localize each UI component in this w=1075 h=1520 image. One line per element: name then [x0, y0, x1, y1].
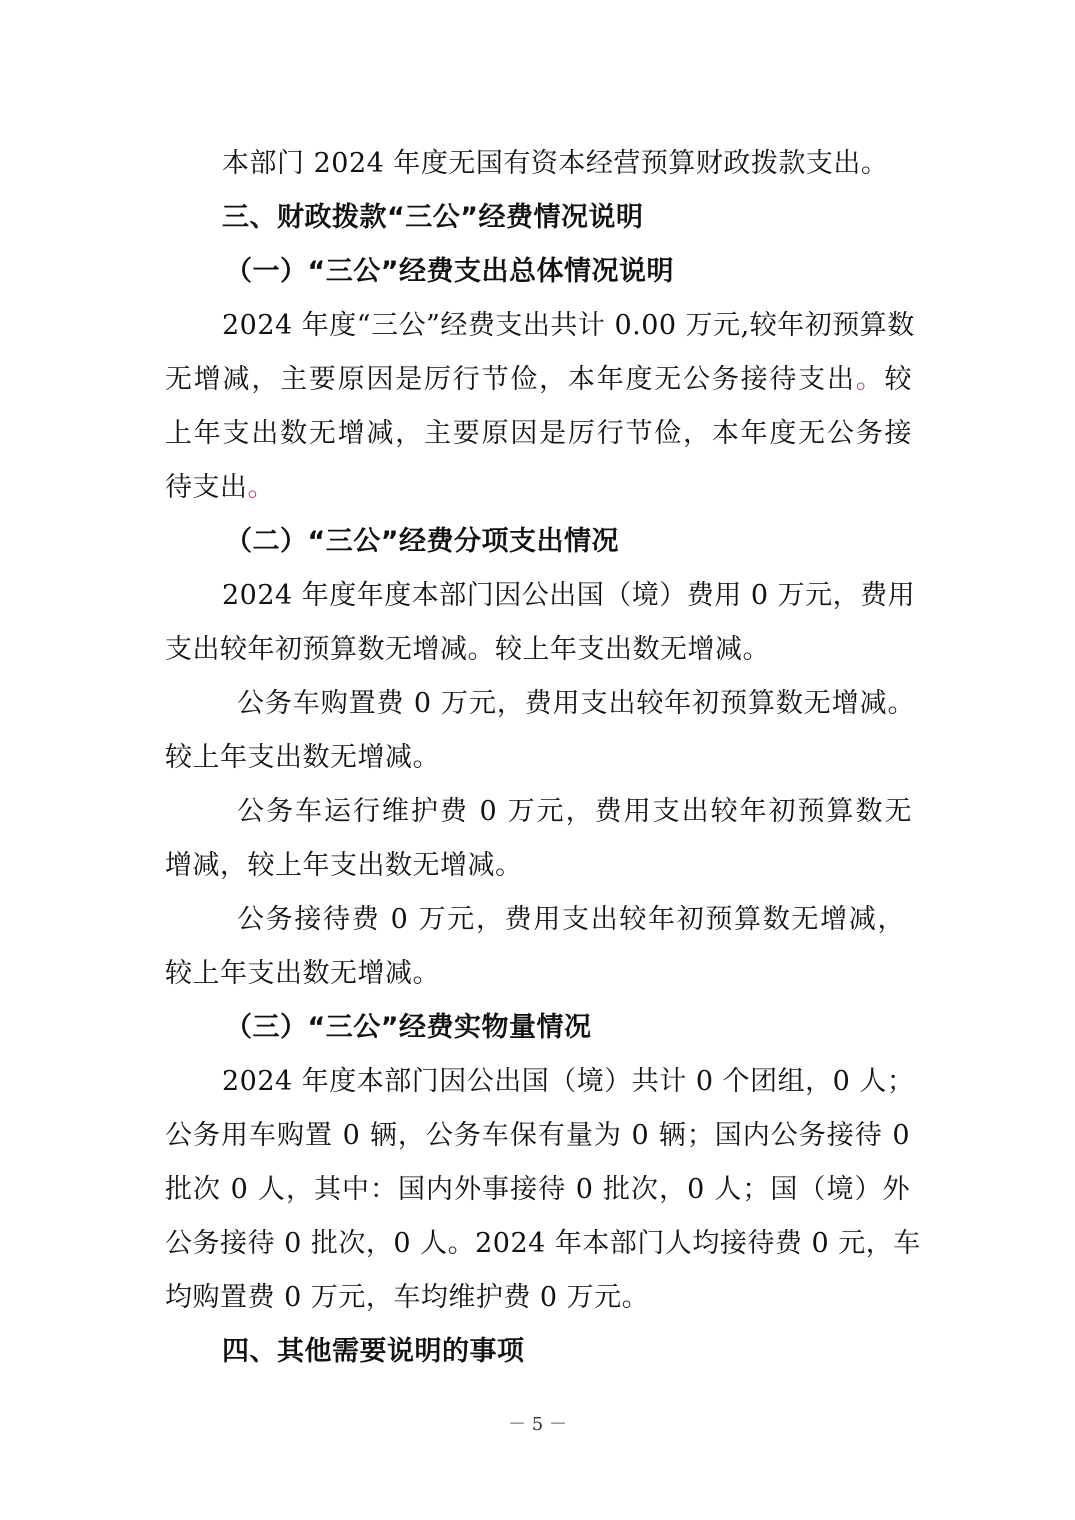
- section-heading-3: 三、财政拨款“三公”经费情况说明: [222, 202, 644, 233]
- subsection-heading-3: （三）“三公”经费实物量情况: [225, 1012, 592, 1043]
- line-text: 无增减，主要原因是厉行节俭，本年度无公务接待支出: [165, 364, 856, 395]
- subsection-heading-2: （二）“三公”经费分项支出情况: [225, 526, 619, 557]
- paragraph-line: [165, 362, 912, 398]
- paragraph-line: [165, 470, 925, 506]
- paragraph-line: 均购置费 0 万元，车均维护费 0 万元。: [165, 1282, 650, 1313]
- paragraph-line: 公务用车购置 0 辆，公务车保有量为 0 辆；国内公务接待 0: [165, 1120, 910, 1151]
- line-tail: 较: [884, 364, 913, 395]
- paragraph-line: 2024 年度年度本部门因公出国（境）费用 0 万元，费用: [222, 580, 916, 611]
- paragraph-line: 上年支出数无增减，主要原因是厉行节俭，本年度无公务接: [165, 418, 912, 449]
- paragraph-line: 较上年支出数无增减。: [165, 958, 440, 989]
- red-period-mark: 。: [247, 472, 275, 503]
- paragraph-line: 2024 年度“三公”经费支出共计 0.00 万元,较年初预算数: [222, 310, 915, 341]
- paragraph-line: 较上年支出数无增减。: [165, 742, 440, 773]
- paragraph-line: 本部门 2024 年度无国有资本经营预算财政拨款支出。: [222, 148, 889, 179]
- paragraph-line: 增减，较上年支出数无增减。: [165, 850, 523, 881]
- paragraph-line: 批次 0 人，其中：国内外事接待 0 批次，0 人；国（境）外: [165, 1174, 910, 1205]
- subsection-heading-1: （一）“三公”经费支出总体情况说明: [225, 256, 674, 287]
- paragraph-line: 公务车购置费 0 万元，费用支出较年初预算数无增减。: [237, 688, 915, 719]
- page-number: － 5 －: [508, 1414, 567, 1435]
- paragraph-line: 公务接待费 0 万元，费用支出较年初预算数无增减，: [237, 904, 905, 935]
- section-heading-4: 四、其他需要说明的事项: [222, 1336, 525, 1367]
- paragraph-line: 公务接待 0 批次，0 人。2024 年本部门人均接待费 0 元，车: [165, 1228, 921, 1259]
- line-text: 待支出: [165, 472, 248, 503]
- paragraph-line: 支出较年初预算数无增减。较上年支出数无增减。: [165, 634, 770, 665]
- paragraph-line: 公务车运行维护费 0 万元，费用支出较年初预算数无: [237, 796, 912, 827]
- paragraph-line: 2024 年度本部门因公出国（境）共计 0 个团组，0 人；: [222, 1066, 915, 1097]
- red-period-mark: 。: [855, 364, 885, 395]
